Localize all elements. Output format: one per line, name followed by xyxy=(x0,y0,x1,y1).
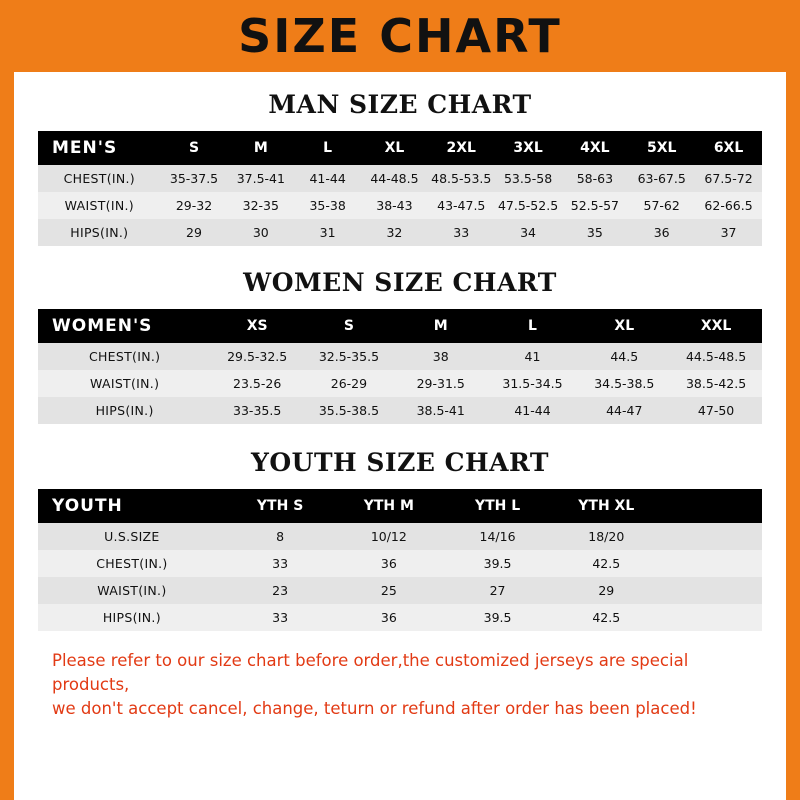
table-cell: 44-48.5 xyxy=(361,165,428,192)
table-cell: 42.5 xyxy=(552,604,661,631)
table-row xyxy=(38,397,762,424)
row-header: HIPS(IN.) xyxy=(38,397,211,424)
column-header: YOUTH xyxy=(38,489,226,523)
table-row xyxy=(38,604,762,631)
column-header: MEN'S xyxy=(38,131,161,165)
column-header: YTH M xyxy=(334,489,443,523)
table-row xyxy=(38,523,762,550)
chart-content xyxy=(14,90,786,721)
table-cell: 67.5-72 xyxy=(695,165,762,192)
column-header: L xyxy=(487,309,579,343)
table-cell: 32.5-35.5 xyxy=(303,343,395,370)
table-cell: 58-63 xyxy=(561,165,628,192)
row-header: HIPS(IN.) xyxy=(38,604,226,631)
table-cell-spacer xyxy=(661,577,762,604)
table-cell: 62-66.5 xyxy=(695,192,762,219)
table-cell: 57-62 xyxy=(628,192,695,219)
table-cell: 41-44 xyxy=(294,165,361,192)
table-cell: 35-37.5 xyxy=(161,165,228,192)
table-row xyxy=(38,577,762,604)
women-size-table xyxy=(38,309,762,424)
table-cell: 37 xyxy=(695,219,762,246)
column-header: 5XL xyxy=(628,131,695,165)
table-row xyxy=(38,165,762,192)
column-header-spacer xyxy=(661,489,762,523)
column-header: M xyxy=(395,309,487,343)
table-cell: 36 xyxy=(334,550,443,577)
table-cell: 52.5-57 xyxy=(561,192,628,219)
table-cell: 53.5-58 xyxy=(495,165,562,192)
row-header: U.S.SIZE xyxy=(38,523,226,550)
row-header: HIPS(IN.) xyxy=(38,219,161,246)
table-cell: 29-31.5 xyxy=(395,370,487,397)
table-cell: 47-50 xyxy=(670,397,762,424)
column-header: XXL xyxy=(670,309,762,343)
table-cell: 29.5-32.5 xyxy=(211,343,303,370)
table-cell: 34 xyxy=(495,219,562,246)
table-cell: 35-38 xyxy=(294,192,361,219)
table-cell: 26-29 xyxy=(303,370,395,397)
table-cell: 36 xyxy=(628,219,695,246)
column-header: WOMEN'S xyxy=(38,309,211,343)
table-cell: 37.5-41 xyxy=(227,165,294,192)
table-cell: 43-47.5 xyxy=(428,192,495,219)
table-cell: 34.5-38.5 xyxy=(578,370,670,397)
table-cell: 36 xyxy=(334,604,443,631)
table-cell: 32-35 xyxy=(227,192,294,219)
page-banner xyxy=(0,0,800,72)
table-row xyxy=(38,370,762,397)
table-cell: 23 xyxy=(226,577,335,604)
man-section-title: MAN SIZE CHART xyxy=(268,90,532,119)
table-cell: 31 xyxy=(294,219,361,246)
table-cell: 39.5 xyxy=(443,604,552,631)
column-header: 2XL xyxy=(428,131,495,165)
table-cell: 39.5 xyxy=(443,550,552,577)
table-cell: 31.5-34.5 xyxy=(487,370,579,397)
table-row xyxy=(38,550,762,577)
row-header: CHEST(IN.) xyxy=(38,165,161,192)
table-row xyxy=(38,192,762,219)
youth-size-table xyxy=(38,489,762,631)
table-header-row xyxy=(38,131,762,165)
column-header: S xyxy=(161,131,228,165)
column-header: 3XL xyxy=(495,131,562,165)
table-cell: 48.5-53.5 xyxy=(428,165,495,192)
table-cell: 35.5-38.5 xyxy=(303,397,395,424)
table-cell: 18/20 xyxy=(552,523,661,550)
column-header: XL xyxy=(361,131,428,165)
table-cell-spacer xyxy=(661,604,762,631)
table-cell: 10/12 xyxy=(334,523,443,550)
table-cell: 38.5-42.5 xyxy=(670,370,762,397)
table-cell: 38-43 xyxy=(361,192,428,219)
column-header: XS xyxy=(211,309,303,343)
table-cell: 44.5 xyxy=(578,343,670,370)
column-header: XL xyxy=(578,309,670,343)
row-header: WAIST(IN.) xyxy=(38,370,211,397)
women-section-title: WOMEN SIZE CHART xyxy=(243,268,557,297)
table-row xyxy=(38,343,762,370)
youth-section-title: YOUTH SIZE CHART xyxy=(251,448,549,477)
table-cell: 33 xyxy=(428,219,495,246)
table-cell: 29-32 xyxy=(161,192,228,219)
table-cell: 33 xyxy=(226,550,335,577)
row-header: WAIST(IN.) xyxy=(38,192,161,219)
table-row xyxy=(38,219,762,246)
notice-line-2: we don't accept cancel, change, teturn or refund after order has been placed! xyxy=(52,698,697,718)
row-header: CHEST(IN.) xyxy=(38,343,211,370)
table-cell-spacer xyxy=(661,523,762,550)
table-cell: 63-67.5 xyxy=(628,165,695,192)
page-title: SIZE CHART xyxy=(238,9,562,63)
table-cell: 47.5-52.5 xyxy=(495,192,562,219)
table-header-row xyxy=(38,489,762,523)
table-cell: 38 xyxy=(395,343,487,370)
table-cell: 27 xyxy=(443,577,552,604)
table-cell-spacer xyxy=(661,550,762,577)
column-header: YTH S xyxy=(226,489,335,523)
table-cell: 38.5-41 xyxy=(395,397,487,424)
table-cell: 25 xyxy=(334,577,443,604)
column-header: YTH L xyxy=(443,489,552,523)
column-header: M xyxy=(227,131,294,165)
man-size-table xyxy=(38,131,762,246)
table-cell: 33-35.5 xyxy=(211,397,303,424)
table-cell: 23.5-26 xyxy=(211,370,303,397)
table-cell: 42.5 xyxy=(552,550,661,577)
row-header: CHEST(IN.) xyxy=(38,550,226,577)
column-header: 6XL xyxy=(695,131,762,165)
table-cell: 41-44 xyxy=(487,397,579,424)
table-cell: 44-47 xyxy=(578,397,670,424)
notice-line-1: Please refer to our size chart before order,the customized jerseys are special products, xyxy=(52,651,689,694)
table-cell: 29 xyxy=(161,219,228,246)
table-cell: 35 xyxy=(561,219,628,246)
table-cell: 14/16 xyxy=(443,523,552,550)
table-cell: 33 xyxy=(226,604,335,631)
order-notice xyxy=(38,649,762,721)
column-header: YTH XL xyxy=(552,489,661,523)
row-header: WAIST(IN.) xyxy=(38,577,226,604)
table-header-row xyxy=(38,309,762,343)
column-header: L xyxy=(294,131,361,165)
table-cell: 8 xyxy=(226,523,335,550)
table-cell: 41 xyxy=(487,343,579,370)
table-cell: 44.5-48.5 xyxy=(670,343,762,370)
column-header: 4XL xyxy=(561,131,628,165)
table-cell: 29 xyxy=(552,577,661,604)
table-cell: 32 xyxy=(361,219,428,246)
table-cell: 30 xyxy=(227,219,294,246)
column-header: S xyxy=(303,309,395,343)
